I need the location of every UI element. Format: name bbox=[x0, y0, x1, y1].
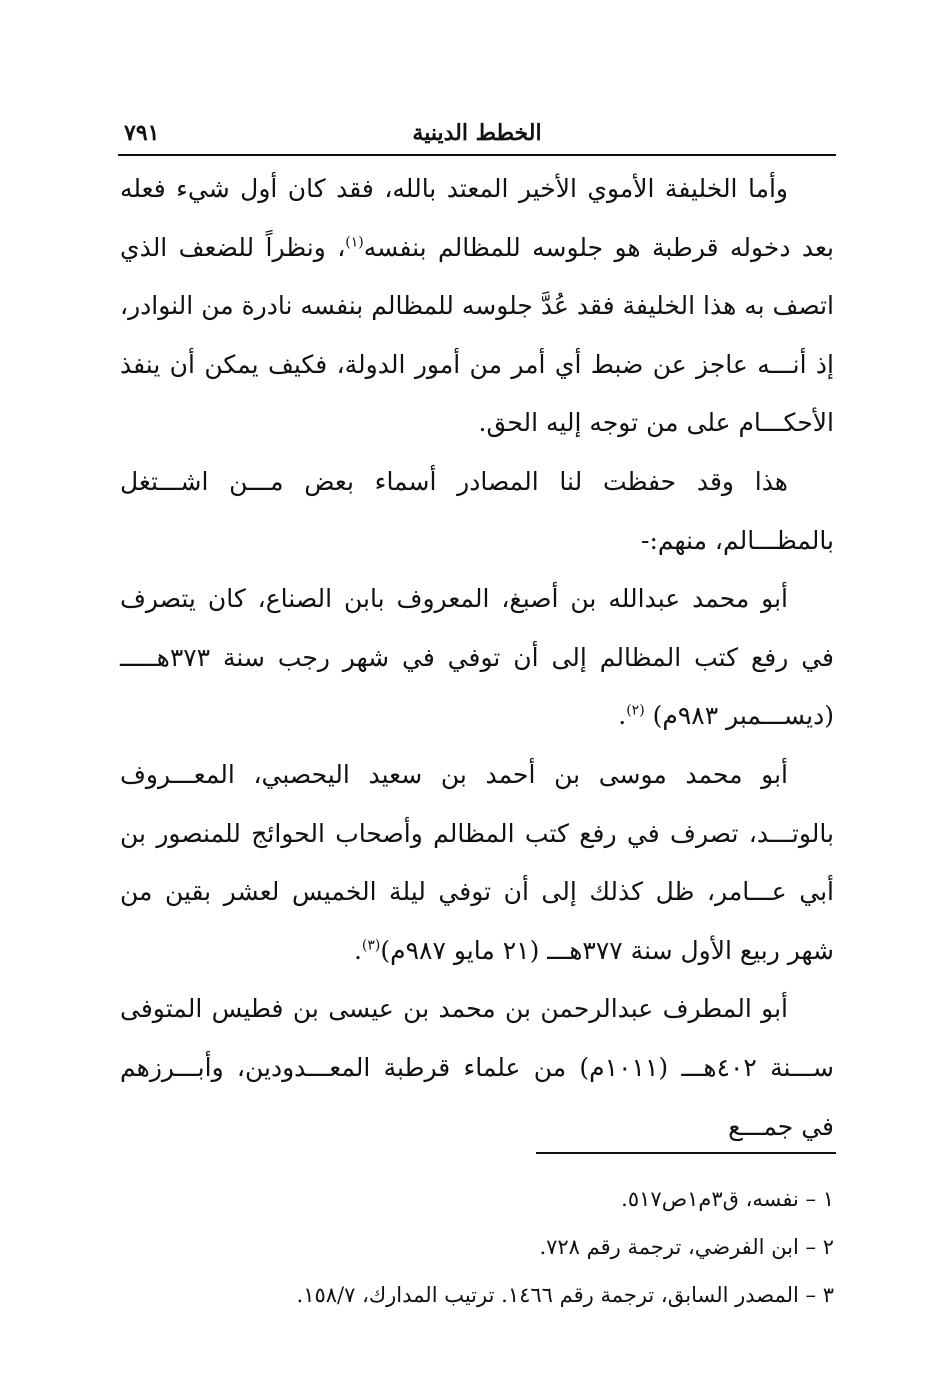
footnote-1: ١ – نفسه، ق٣م١ص٥١٧. bbox=[621, 1187, 834, 1211]
paragraph-text: . bbox=[353, 935, 362, 965]
footnote-divider bbox=[536, 1152, 836, 1154]
paragraph-ibn-futays bbox=[120, 980, 834, 1156]
paragraph-text: أبو المطرف عبدالرحمن بن محمد بن عيسى بن فطيس المتوفى ســـنة ٤٠٢هـــ (١٠١١م) من علماء قرطبة المعـــدودين، وأبـــرزهم في جمـــع bbox=[120, 994, 834, 1141]
footnote-ref-3: (٣) bbox=[361, 937, 381, 954]
footnote-2: ٢ – ابن الفرضي، ترجمة رقم ٧٢٨. bbox=[539, 1235, 834, 1259]
paragraph-ibn-al-sanna bbox=[120, 570, 834, 746]
footnote-ref-1: (١) bbox=[345, 234, 364, 251]
paragraph-text: . bbox=[618, 701, 627, 731]
running-header bbox=[118, 114, 836, 156]
running-title: الخطط الدينية bbox=[412, 120, 542, 146]
paragraph-text: ، ونظراً للضعف الذي اتصف به هذا الخليفة فقد عُدَّ جلوسه للمظالم بنفسه نادرة من النوادر، إذ أنـــه عاجز عن ضبط أي أمر من أمور الدولة، فكيف يمكن أن ينفذ الأحكـــام على من توجه إليه الحق. bbox=[120, 232, 834, 438]
paragraph-caliph-mutadd bbox=[120, 160, 834, 453]
footnote-ref-2: (٢) bbox=[626, 703, 645, 720]
paragraph-names-intro bbox=[120, 453, 834, 570]
footnotes bbox=[120, 1175, 834, 1319]
main-text bbox=[120, 160, 834, 1156]
paragraph-text: هذا وقد حفظت لنا المصادر أسماء بعض مـــن اشـــتغل بالمظـــالم، منهم:- bbox=[120, 466, 834, 555]
paragraph-text: أبو محمد موسى بن أحمد بن سعيد اليحصبي، المعـــروف بالوتـــد، تصرف في رفع كتب المظالم وأصحاب الحوائج للمنصور بن أبي عـــامر، ظل كذلك إلى أن توفي ليلة الخميس لعشر بقين من شهر ربيع الأول سنة ٣٧٧هـــ (٢١ مايو ٩٨٧م) bbox=[120, 759, 834, 965]
page-number: ٧٩١ bbox=[124, 120, 160, 146]
paragraph-text: وأما الخليفة الأموي الأخير المعتد بالله، فقد كان أول شيء فعله بعد دخوله قرطبة هو جلوسه للمظالم بنفسه bbox=[120, 174, 834, 262]
paragraph-al-watad bbox=[120, 746, 834, 980]
paragraph-text: أبو محمد عبدالله بن أصبغ، المعروف بابن الصناع، كان يتصرف في رفع كتب المظالم إلى أن توفي في شهر رجب سنة ٣٧٣هـــــ (ديســـمبر ٩٨٣م) bbox=[120, 584, 834, 731]
footnote-3: ٣ – المصدر السابق، ترجمة رقم ١٤٦٦. ترتيب المدارك، ١٥٨/٧. bbox=[296, 1283, 834, 1307]
